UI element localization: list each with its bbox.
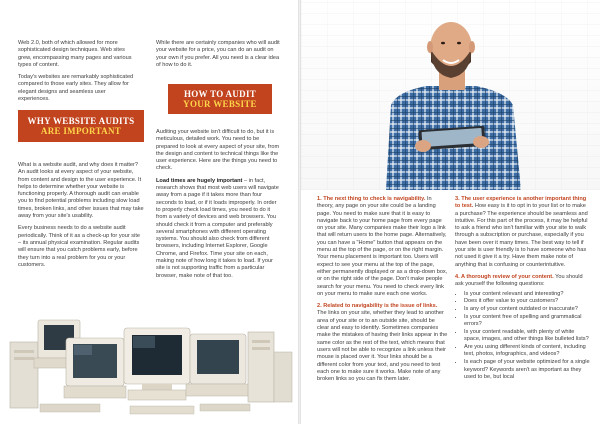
- paragraph: Today's websites are remarkably sophisticated compared to those early sites. They allow for elegant designs and seamless user experiences.: [18, 74, 134, 103]
- list-item: • Is your content readable, with plenty of white space, images, and other things like bulleted lists?: [464, 329, 590, 344]
- list-item: • Is your content relevant and interesting?: [464, 291, 590, 298]
- body-text: – in fact, research shows that most web users will navigate away from a page if it takes more than four seconds to load, or if it loads improperly. In order to properly check load times, you need to do it from a variety of devices and web browsers. You should check it from a computer and preferably several smartphones with different operating systems. You should also check from different browsers, including Internet Explorer, Google Chrome, and Firefox. Time your site on each, making note of how long it takes to load. If your site is not supporting traffic from a particular browser, make note of that too.: [156, 177, 279, 279]
- banner-why-audits: [18, 110, 144, 142]
- list-item: • Is your content free of spelling and grammatical errors?: [464, 314, 590, 329]
- col1-intro: [18, 40, 138, 108]
- lead-text: Load times are hugely important: [156, 177, 243, 184]
- paragraph-load-times: [156, 178, 282, 280]
- item-navigability: [317, 196, 448, 298]
- man-with-tablet-photo: [301, 0, 600, 190]
- item-content-review: [455, 274, 590, 289]
- col2-body: [156, 129, 282, 285]
- col2-intro: [156, 40, 282, 74]
- right-col2: [455, 196, 590, 382]
- item-heading: 2. Related to navigability is the issue of links.: [317, 303, 438, 310]
- item-user-experience: [455, 196, 590, 269]
- item-body: In theory, any page on your site could be a landing page. You need to make sure that it is easy to navigate back to your home page from every page on your site. Many companies make their logo a link that will return users to the home page. Alternatively, you can have a "Home" button that appears on the menu at the top of the page, or on the right margin. Your menu placement is important too. Users will expect to see your menu at the top of the page, either permanently displayed or as a drop-down box, or on the right side of the page. Don't make people search for your menu. You need to check every link on your menu to make sure each one works.: [317, 196, 448, 297]
- item-heading: 4. A thorough review of your content.: [455, 273, 554, 280]
- banner-line2: ARE IMPORTANT: [40, 126, 122, 136]
- list-item: • Is each page of your website optimized for a single keyword? Keywords aren't as important as they used to be, but local: [464, 359, 590, 381]
- item-heading: 3. The user experience is another important thing to test.: [455, 196, 587, 210]
- banner-line1: WHY WEBSITE AUDITS: [27, 116, 135, 126]
- paragraph: Every business needs to do a website audit periodically. Think of it as a check-up for your site – its annual physical examination. Regular audits will ensure that you catch problems early, before they turn into a real problem for you or your customers.: [18, 225, 140, 268]
- list-item: • Does it offer value to your customers?: [464, 298, 590, 305]
- left-page: [0, 0, 298, 424]
- item-body: You should ask yourself the following questions:: [455, 273, 583, 288]
- list-item: • Are you using different kinds of content, including text, photos, infographics, and videos?: [464, 344, 590, 359]
- col1-body: [18, 162, 144, 274]
- paragraph: Web 2.0, both of which allowed for more sophisticated design techniques. Web sites grew, encompassing many pages and various types of content.: [18, 40, 132, 68]
- item-links: [317, 303, 448, 383]
- paragraph: What is a website audit, and why does it matter? An audit looks at every aspect of your website, from content and design to the user experience. It helps to determine whether your website is functioning properly. A thorough audit can enable you to find potential problems including slow load times, broken links, and other issues that may take away from your site's usability.: [18, 162, 144, 220]
- question-list: [455, 291, 590, 382]
- banner-line2: YOUR WEBSITE: [183, 99, 257, 109]
- item-heading: 1. The next thing to check is navigability.: [317, 196, 426, 202]
- banner-line1: HOW TO AUDIT: [183, 89, 257, 99]
- right-page: [301, 0, 600, 424]
- list-item: • Is any of your content outdated or inaccurate?: [464, 306, 590, 313]
- paragraph: Auditing your website isn't difficult to do, but it is meticulous, detailed work. You need to be prepared to look at every aspect of your site, from the design and content to technical things like the user experience. Here are the things you need to check.: [156, 129, 280, 172]
- item-body: How easy is it to opt in to your list or to make a purchase? The experience should be seamless and intuitive. For this part of the process, it may be helpful to ask a friend who isn't familiar with your site to walk through a subscription or purchase, especially if you have been over it many times. The best way to tell if your site is user friendly is to have someone who has not used it give it a try. Have them make note of anything that is confusing or counterintuitive.: [455, 203, 588, 268]
- banner-how-to-audit: [168, 84, 272, 114]
- computer-monitors-illustration: [0, 312, 298, 424]
- item-body: The links on your site, whether they lead to another area of your site or to an outside site, should be clear and easy to identify. Sometimes companies make the mistakes of having their links appear in the same color as the rest of the text, which means that users will not be able to recognize a link unless their mouse is placed over it. Your links should be a different color from your text, and you need to test each one to make sure it works. Make note of any broken links so you can fix them later.: [317, 310, 448, 383]
- right-col1: [317, 196, 448, 388]
- paragraph: While there are certainly companies who will audit your website for a price, you can do an audit on your own if you prefer. All you need is a clear idea of how to do it.: [156, 40, 280, 68]
